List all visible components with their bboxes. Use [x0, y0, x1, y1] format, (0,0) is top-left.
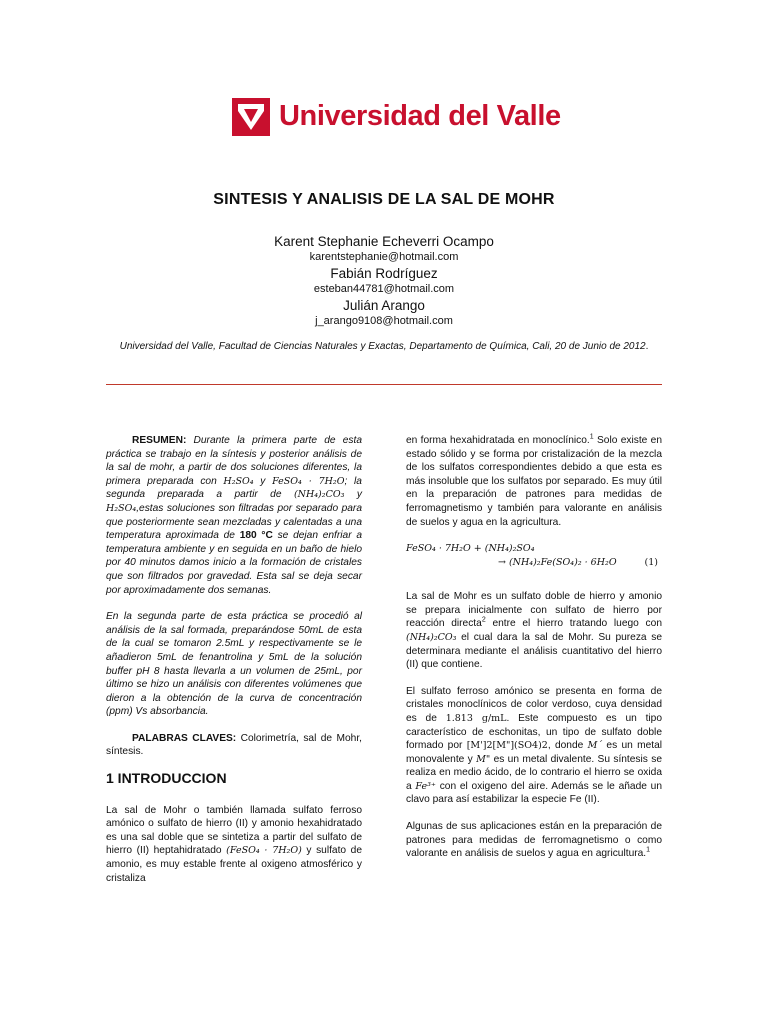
right-column	[406, 434, 662, 874]
body-paragraph: La sal de Mohr es un sulfato doble de hierro y amonio se prepara inicialmente con sulfato de hierro por reacción directa$^2$ entre el hierro tratando luego con (NH₄)₂CO₃ el cual dara la sal de Mohr. Su pureza se determinara mediante el análisis cuantitativo del hierro (II) que contiene.	[406, 591, 662, 671]
citation-ref: 1	[589, 433, 594, 441]
author-email: esteban44781@hotmail.com	[313, 283, 455, 295]
university-logo	[232, 96, 561, 146]
equation-1: FeSO₄ · 7H₂O + (NH₄)₂SO₄ → (NH₄)₂Fe(SO₄)₂ · 6H₂O (1)	[406, 543, 658, 569]
citation-ref: 1	[646, 846, 651, 854]
author-email: karentstephanie@hotmail.com	[309, 251, 459, 263]
left-column	[106, 434, 362, 898]
equation-number: (1)	[644, 557, 658, 569]
abstract-label: RESUMEN:	[132, 435, 187, 446]
header-divider	[106, 384, 662, 385]
author-email: j_arango9108@hotmail.com	[315, 315, 453, 327]
abstract-paragraph: En la segunda parte de esta práctica se procedió al análisis de la sal formada, preparándose 50mL de esta de la cual se tomaron 2.5mL y respectivamente se le añadieron 5mL de fenantrolina y 5mL de la solución buffer pH 8 hasta llevarla a un volumen de 25mL, por último se hizo un análisis con diferentes volúmenes que dieron a la obtención de la curva de concentración (ppm) Vs absorbancia.	[106, 611, 362, 718]
section-heading: 1 INTRODUCCION	[106, 770, 227, 787]
body-paragraph: El sulfato ferroso amónico se presenta en forma de cristales monoclínicos de color verdoso, cuya densidad es de 1.813 g/mL. Este compuesto es un tipo característico de eschonitas, un tipo de sulfato doble formado por [M']2[M"](SO4)2, donde M´ es un metal monovalente y M" es un metal divalente. Su síntesis se realiza en medio ácido, de lo contrario el hierro se oxida a Fe³⁺ con el oxigeno del aire. Además se le añade un clavo para así estabilizar la especie Fe (II).	[406, 685, 663, 806]
affiliation: Universidad del Valle, Facultad de Ciencias Naturales y Exactas, Departamento de Química, Cali, 20 de Junio de 2012.	[119, 341, 649, 352]
author-list	[0, 233, 768, 329]
body-paragraph: Algunas de sus aplicaciones están en la preparación de patrones para medidas de ferromagnetismo o como valorante en análisis de suelos y agua en agricultura.$^1$	[406, 821, 662, 860]
university-name: Universidad del Valle	[279, 100, 561, 132]
keywords: PALABRAS CLAVES: Colorimetría, sal de Mohr, síntesis.	[106, 732, 362, 758]
body-paragraph: en forma hexahidratada en monoclínico.$^1$ Solo existe en estado sólido y se forma por cristalización de la mezcla de los sulfatos correspondientes debido a que esta es más insoluble que los sulfatos por separado. Es muy útil en la preparación de patrones para medidas de ferromagnetismo y también para valorante en análisis de suelos y agua en la agricultura.	[406, 433, 662, 528]
author-name: Julián Arango	[343, 298, 425, 313]
body-paragraph: La sal de Mohr o también llamada sulfato ferroso amónico o sulfato de hierro (II) y amonio hexahidratado es una sal doble que se sintetiza a partir del sulfato de hierro (II) heptahidratado (FeSO₄ · 7H₂O) y sulfato de amonio, es muy estable frente al oxigeno atmosférico y cristaliza	[106, 804, 362, 884]
abstract-paragraph: RESUMEN: Durante la primera parte de esta práctica se trabajo en la síntesis y posterior análisis de la sal de mohr, a partir de dos soluciones diferentes, la primera preparada con H₂SO₄ y FeSO₄ · 7H₂O; la segunda preparada a partir de (NH₄)₂CO₃ y H₂SO₄,estas soluciones son filtradas por separado para que posteriormente sean mezcladas y calentadas a una temperatura aproximada de 180 °C se dejan enfriar a temperatura ambiente y en seguida en un baño de hielo por 40 minutos damos inicio a la formación de cristales que son filtrados por gravedad. Esta sal se deja secar por aproximadamente dos semanas.	[106, 435, 362, 596]
university-shield-icon	[232, 98, 270, 136]
citation-ref: 2	[481, 616, 486, 624]
author-name: Karent Stephanie Echeverri Ocampo	[274, 234, 494, 249]
paper-title: SINTESIS Y ANALISIS DE LA SAL DE MOHR	[213, 191, 555, 208]
author-name: Fabián Rodríguez	[330, 266, 438, 281]
